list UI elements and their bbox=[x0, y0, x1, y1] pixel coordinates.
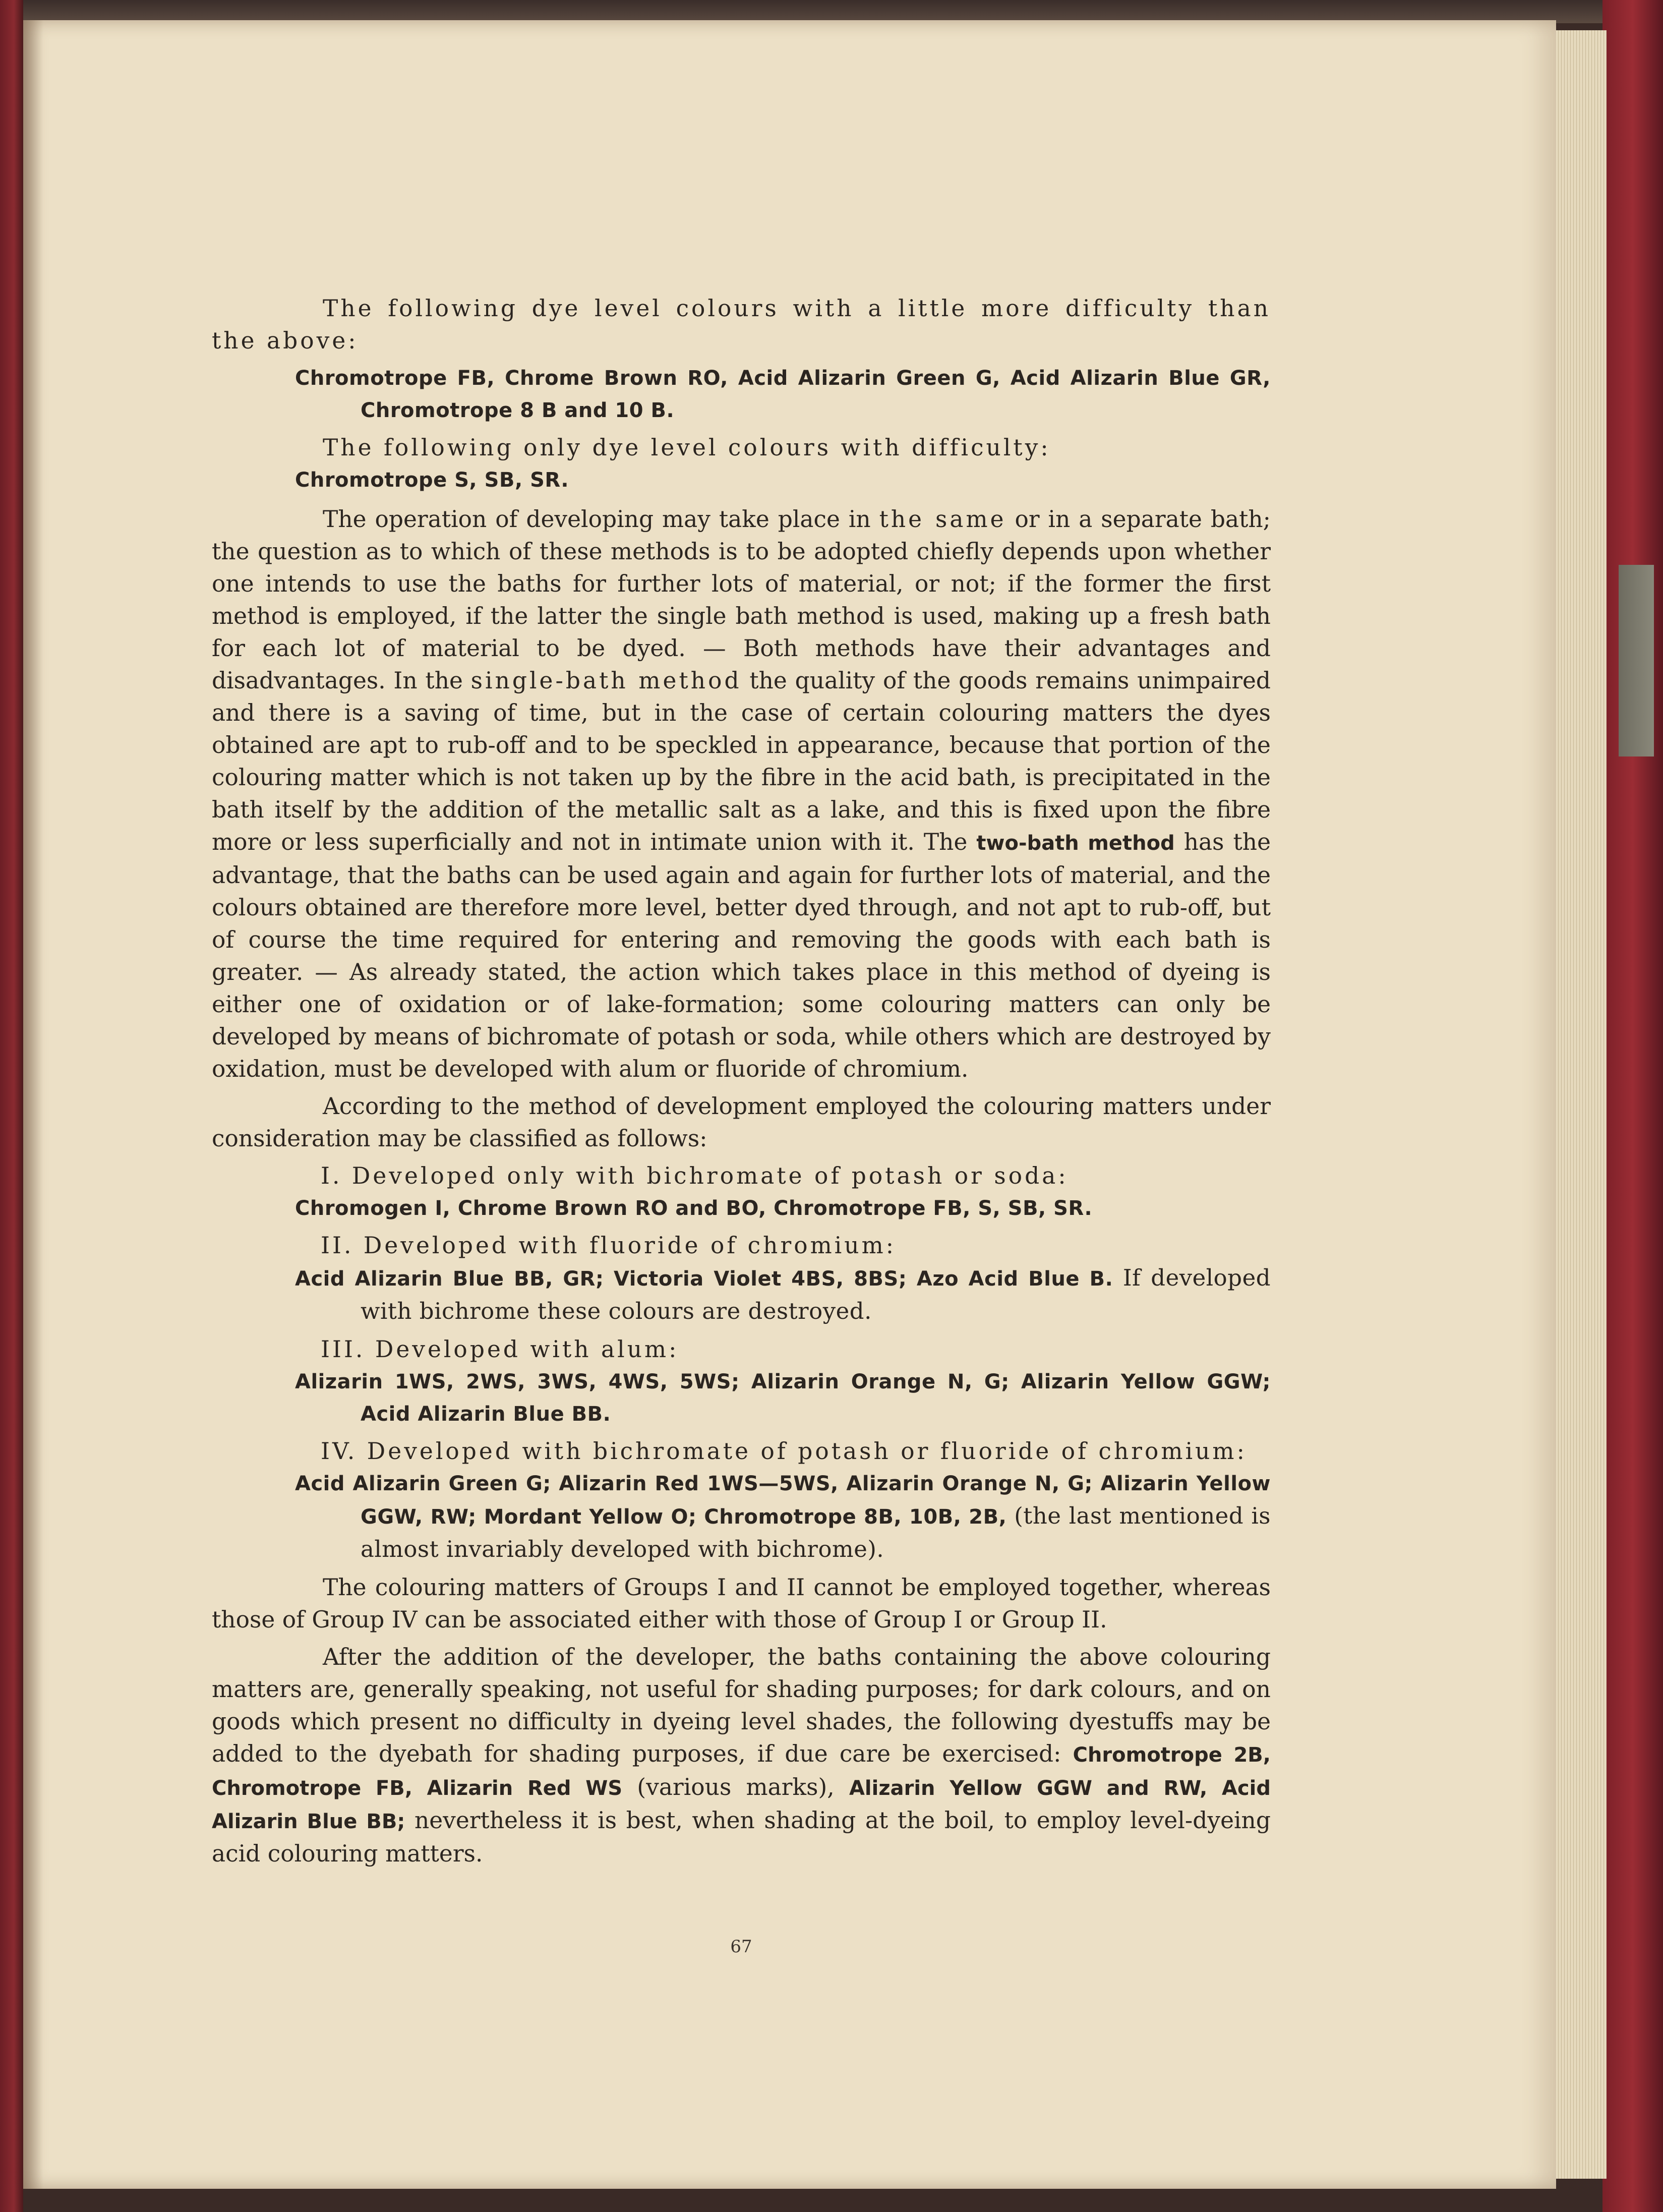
methods-text-b: or in a separate bath; the question as to which of these methods is to be adopted chiefly depends upon whether one intends to use the baths for further lots of material, or not; if the former the first method is employed, if the latter the single bath method is used, making up a fresh bath for each lot of material to be dyed. — Both methods have their advantages and disadvantages. In the bbox=[212, 506, 1271, 694]
page-number: 67 bbox=[730, 1937, 752, 1957]
shading-bold-2: Alizarin Yellow GGW and RW, Acid Alizarin Blue BB; bbox=[212, 1777, 1271, 1833]
group-2-block bbox=[212, 1262, 1271, 1328]
group-4-note: (the last mentioned is almost invariably developed with bichrome). bbox=[361, 1502, 1271, 1562]
shading-bold-1: Chromotrope 2B, Chromotrope FB, Alizarin Red WS bbox=[212, 1743, 1271, 1800]
paragraph-intro-2: The following only dye level colours with difficulty: bbox=[323, 434, 1051, 461]
methods-text-two-bath: two-bath method bbox=[976, 832, 1175, 855]
paragraph-methods bbox=[212, 503, 1271, 1085]
gutter-shadow bbox=[23, 20, 43, 2189]
group-4-list: Acid Alizarin Green G; Alizarin Red 1WS—5WS, Alizarin Orange N, G; Alizarin Yellow GGW, RW; Mordant Yellow O; Chromotrope 8B, 10B, 2B, bbox=[295, 1472, 1271, 1529]
methods-text-single-bath: single-bath method bbox=[470, 667, 742, 694]
page-text bbox=[212, 293, 1271, 1875]
dye-list-2: Chromotrope S, SB, SR. bbox=[295, 469, 569, 492]
bookmark-tab bbox=[1619, 565, 1654, 756]
group-2-note: If developed with bichrome these colours are destroyed. bbox=[361, 1264, 1271, 1324]
group-3-list: Alizarin 1WS, 2WS, 3WS, 4WS, 5WS; Alizarin Orange N, G; Alizarin Yellow GGW; Acid Alizarin Blue BB. bbox=[295, 1370, 1271, 1426]
group-2-heading: II. Developed with fluoride of chromium: bbox=[321, 1232, 897, 1259]
group-3-heading: III. Developed with alum: bbox=[321, 1336, 679, 1363]
methods-text-c: the quality of the goods remains unimpaired and there is a saving of time, but in the case of certain colouring matters the dyes obtained are apt to rub-off and to be speckled in appearance, because that portion of the colouring matter which is not taken up by the fibre in the acid bath, is precipitated in the bath itself by the addition of the metallic salt as a lake, and this is fixed upon the fibre more or less superficially and not in intimate union with it. The bbox=[212, 667, 1271, 855]
book-cover-left bbox=[0, 0, 23, 2212]
shading-marks: (various marks), bbox=[637, 1774, 835, 1800]
methods-text-d: has the advantage, that the baths can be used again and again for further lots of material, and the colours obtained are therefore more level, better dyed through, and not apt to rub-off, but of course the time required for entering and removing the goods with each bath is greater. — As already stated, the action which takes place in this method of dyeing is either one of oxidation or of lake-formation; some colouring matters can only be developed by means of bichromate of potash or soda, while others which are destroyed by oxidation, must be developed with alum or fluoride of chromium. bbox=[212, 829, 1271, 1082]
methods-text-same: the same bbox=[879, 506, 1006, 533]
page-edges bbox=[1556, 30, 1607, 2179]
book-cover-right bbox=[1602, 0, 1663, 2212]
paragraph-groups: The colouring matters of Groups I and II cannot be employed together, whereas those of Group IV can be associated either with those of Group I or Group II. bbox=[212, 1574, 1271, 1633]
group-4-block bbox=[212, 1468, 1271, 1566]
methods-text-a: The operation of developing may take place in bbox=[323, 506, 871, 533]
shading-text-b: nevertheless it is best, when shading at the boil, to employ level-dyeing acid colouring matters. bbox=[212, 1807, 1271, 1867]
group-1-heading: I. Developed only with bichromate of potash or soda: bbox=[321, 1162, 1068, 1189]
shading-text-a: After the addition of the developer, the baths containing the above colouring matters are, generally speaking, not useful for shading purposes; for dark colours, and on goods which present no difficulty in dyeing level shades, the following dyestuffs may be added to the dyebath for shading purposes, if due care be exercised: bbox=[212, 1644, 1271, 1767]
group-1-list: Chromogen I, Chrome Brown RO and BO, Chromotrope FB, S, SB, SR. bbox=[295, 1197, 1093, 1220]
paragraph-classification: According to the method of development employed the colouring matters under consideration may be classified as follows: bbox=[212, 1093, 1271, 1152]
dye-list-1: Chromotrope FB, Chrome Brown RO, Acid Alizarin Green G, Acid Alizarin Blue GR, Chromotrope 8 B and 10 B. bbox=[295, 367, 1271, 422]
group-4-heading: IV. Developed with bichromate of potash or fluoride of chromium: bbox=[321, 1438, 1247, 1465]
group-2-list: Acid Alizarin Blue BB, GR; Victoria Violet 4BS, 8BS; Azo Acid Blue B. bbox=[295, 1267, 1113, 1291]
paragraph-intro-1: The following dye level colours with a little more difficulty than the above: bbox=[212, 295, 1271, 354]
paragraph-shading bbox=[212, 1641, 1271, 1870]
